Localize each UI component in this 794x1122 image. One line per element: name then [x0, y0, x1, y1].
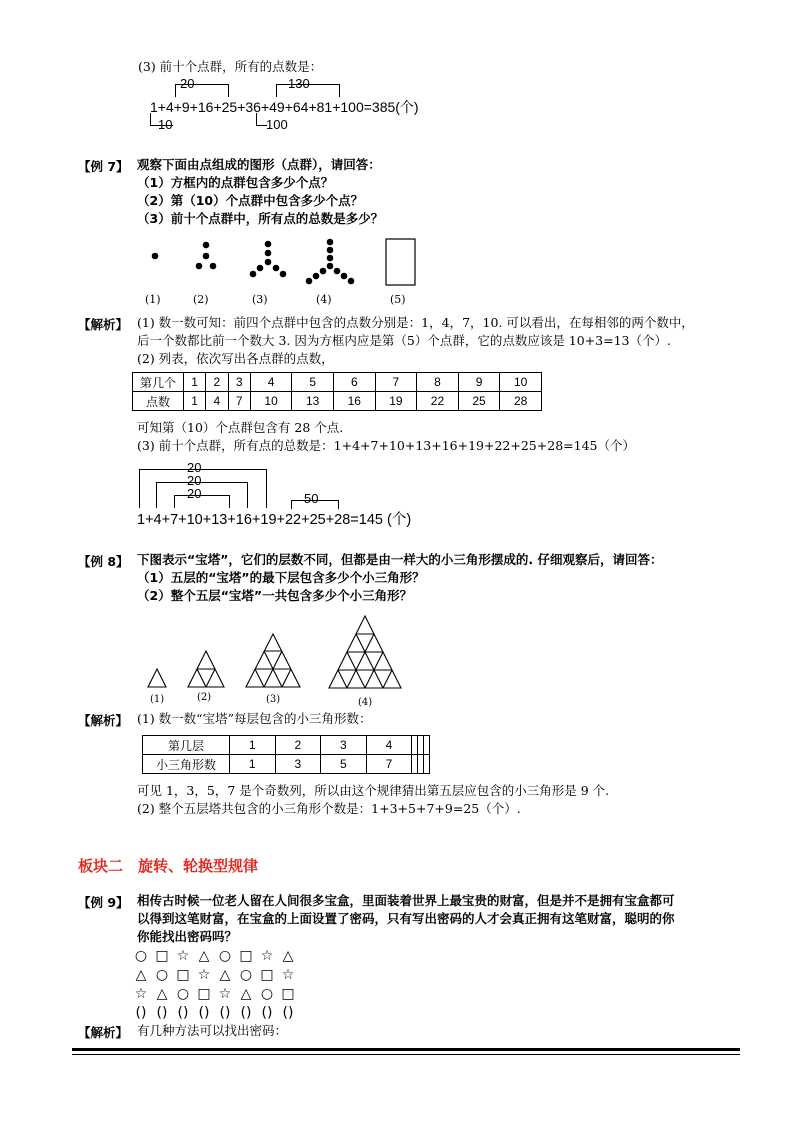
table-cell: 9	[458, 373, 500, 392]
sol9-line1: 有几种方法可以找出密码：	[137, 1023, 288, 1038]
triangle-count-table	[142, 735, 430, 774]
sol7-line5: (3) 前十个点群，所有点的总数是：1+4+7+10+13+16+19+22+25+28=145（个）	[137, 438, 635, 453]
symbol-cell: ○	[176, 986, 190, 1002]
symbol-cell: ○	[134, 948, 148, 964]
table-cell: 1	[184, 373, 206, 392]
table-cell: 1	[230, 736, 276, 755]
symbol-cell: ()	[156, 1005, 168, 1021]
table-cell: 第几层	[143, 736, 230, 755]
symbol-cell: □	[260, 967, 274, 983]
table-cell: 7	[375, 373, 417, 392]
pagoda-label-1: (1)	[150, 694, 165, 705]
sol7-equation: 1+4+7+10+13+16+19+22+25+28=145 (个)	[137, 512, 412, 528]
table-row	[143, 736, 430, 755]
dot-label-4: (4)	[316, 293, 332, 306]
sol9-tag: 【解析】	[78, 1025, 129, 1040]
footer-rule-thin	[72, 1054, 740, 1055]
table-cell: 1	[230, 755, 276, 774]
ex9-tag: 【例 9】	[78, 895, 129, 910]
pagoda-label-3: (3)	[266, 694, 281, 705]
symbol-cell: ☆	[197, 967, 211, 983]
table-cell: 3	[275, 755, 321, 774]
sol7-line3: (2) 列表，依次写出各点群的点数，	[137, 351, 334, 366]
table-cell: 点数	[133, 392, 184, 411]
sol7-tag: 【解析】	[78, 317, 129, 332]
symbol-cell: □	[197, 986, 211, 1002]
sol7-line2: 后一个数都比前一个数大 3. 因为方框内应是第（5）个点群，它的点数应该是 10+3=13（个）.	[137, 333, 671, 348]
dot-label-3: (3)	[252, 293, 268, 306]
ex9-line3: 你能找出密码吗？	[137, 929, 238, 944]
table-cell: 1	[184, 392, 206, 411]
ex8-q2: （2）整个五层“宝塔”一共包含多少个小三角形？	[137, 588, 413, 603]
sol7-line4: 可知第（10）个点群包含有 28 个点.	[137, 420, 344, 435]
table-cell: 小三角形数	[143, 755, 230, 774]
symbol-cell: ()	[135, 1005, 147, 1021]
symbol-cell: ()	[198, 1005, 210, 1021]
ex8-intro: 下图表示“宝塔”，它们的层数不同，但都是由一样大的小三角形摆成的. 仔细观察后，请回答：	[137, 552, 663, 567]
symbol-cell: △	[219, 967, 231, 983]
sol8-tag: 【解析】	[78, 713, 129, 728]
table-cell: 10	[250, 392, 292, 411]
table-cell: 7	[366, 755, 412, 774]
table-cell: 13	[292, 392, 334, 411]
pagoda-label-4: (4)	[358, 697, 373, 708]
table-cell: 4	[250, 373, 292, 392]
ex7-q1: （1）方框内的点群包含多少个点？	[137, 175, 334, 190]
symbol-cell: ○	[239, 967, 253, 983]
ex8-tag: 【例 8】	[78, 554, 129, 569]
symbol-cell: ()	[177, 1005, 189, 1021]
table-cell: 25	[458, 392, 500, 411]
top-q3-label: (3) 前十个点群，所有的点数是：	[138, 59, 323, 74]
ex7-intro: 观察下面由点组成的图形（点群），请回答：	[137, 157, 381, 172]
symbol-cell: ☆	[260, 948, 274, 964]
pagoda-label-2: (2)	[197, 692, 212, 703]
dot-label-1: (1)	[145, 293, 161, 306]
sol7-line1: (1) 数一数可知：前四个点群中包含的点数分别是：1，4，7，10. 可以看出，在每相邻的两个数中，	[137, 315, 694, 330]
table-cell: 19	[375, 392, 417, 411]
sol8-line1: (1) 数一数“宝塔”每层包含的小三角形数：	[137, 711, 372, 726]
brace-b-label: 20	[187, 473, 202, 488]
symbol-cell: □	[176, 967, 190, 983]
sol8-line2: 可见 1，3，5，7 是个奇数列，所以由这个规律猜出第五层应包含的小三角形是 9 个.	[137, 783, 610, 798]
symbol-cell: △	[156, 986, 168, 1002]
symbol-row	[132, 985, 312, 1003]
ex7-q2: （2）第（10）个点群中包含多少个点？	[137, 193, 364, 208]
table-cell: 5	[321, 755, 367, 774]
symbol-cell: ☆	[134, 986, 148, 1002]
symbol-cell: △	[135, 967, 147, 983]
table-cell: 第几个	[133, 373, 184, 392]
brace-20-label: 20	[180, 76, 195, 91]
symbol-cell: ☆	[218, 986, 232, 1002]
table-cell: 28	[500, 392, 542, 411]
symbol-cell: □	[281, 986, 295, 1002]
symbol-cell: △	[198, 948, 210, 964]
sol8-line3: (2) 整个五层塔共包含的小三角形个数是：1+3+5+7+9=25（个）.	[137, 801, 521, 816]
table-cell: 2	[275, 736, 321, 755]
table-cell	[424, 736, 430, 755]
brace-130-label: 130	[288, 76, 310, 91]
table-cell: 5	[292, 373, 334, 392]
ex9-line1: 相传古时候一位老人留在人间很多宝盒，里面装着世界上最宝贵的财富，但是并不是拥有宝盒都可	[137, 893, 675, 908]
pagoda-3	[246, 634, 300, 687]
footer-rule-thick	[72, 1048, 740, 1051]
ex8-q1: （1）五层的“宝塔”的最下层包含多少个小三角形？	[137, 570, 425, 585]
table-cell: 3	[228, 373, 250, 392]
symbol-cell: ()	[282, 1005, 294, 1021]
table-cell	[424, 755, 430, 774]
symbol-cell: ○	[218, 948, 232, 964]
symbol-cell: □	[239, 948, 253, 964]
symbol-cell: ()	[219, 1005, 231, 1021]
symbol-cell: ☆	[176, 948, 190, 964]
symbol-row	[132, 966, 312, 984]
symbol-row	[132, 1004, 312, 1022]
top-equation: 1+4+9+16+25+36+49+64+81+100=385(个)	[150, 99, 419, 115]
symbol-cell: ☆	[281, 967, 295, 983]
dot-label-2: (2)	[193, 293, 209, 306]
brace-100-label: 100	[266, 117, 288, 132]
symbol-row	[132, 947, 312, 965]
ex9-line2: 以得到这笔财富，在宝盒的上面设置了密码，只有写出密码的人才会真正拥有这笔财富，聪明的你	[137, 911, 675, 926]
ex7-tag: 【例 7】	[78, 159, 129, 174]
symbol-cell: △	[282, 948, 294, 964]
table-cell: 6	[333, 373, 375, 392]
brace-a-label: 20	[187, 460, 202, 475]
symbol-cell: □	[155, 948, 169, 964]
dot-label-5: (5)	[390, 293, 406, 306]
pagoda-1	[148, 669, 166, 687]
symbol-cell: △	[240, 986, 252, 1002]
table-cell: 7	[228, 392, 250, 411]
table-cell: 10	[500, 373, 542, 392]
table-cell: 2	[206, 373, 228, 392]
symbol-cell: ○	[155, 967, 169, 983]
symbol-cell: ()	[261, 1005, 273, 1021]
table-cell: 8	[417, 373, 459, 392]
brace-c-label: 20	[187, 486, 202, 501]
section2-title: 板块二 旋转、轮换型规律	[78, 857, 259, 875]
pagoda-4	[329, 616, 401, 688]
table-cell: 4	[366, 736, 412, 755]
brace-10-label: 10	[158, 117, 173, 132]
pagoda-2	[188, 651, 224, 687]
table-cell: 22	[417, 392, 459, 411]
brace-50-label: 50	[304, 491, 319, 506]
symbol-cell: ()	[240, 1005, 252, 1021]
table-row	[143, 755, 430, 774]
table-cell: 16	[333, 392, 375, 411]
table-cell: 3	[321, 736, 367, 755]
table-cell: 4	[206, 392, 228, 411]
symbol-cell: ○	[260, 986, 274, 1002]
ex7-q3: （3）前十个点群中，所有点的总数是多少？	[137, 211, 384, 226]
